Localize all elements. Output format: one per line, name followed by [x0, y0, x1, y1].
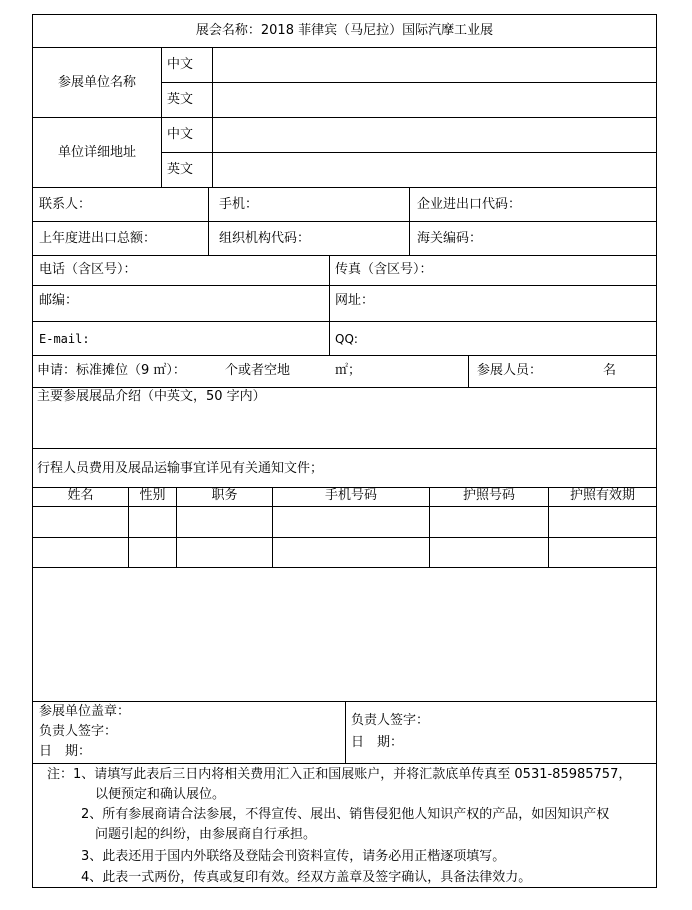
row-divider [33, 506, 656, 507]
column-divider [212, 47, 213, 187]
table-row[interactable] [34, 539, 655, 566]
column-divider [409, 187, 410, 255]
note-2-cont: 问题引起的纠纷，由参展商自行承担。 [95, 827, 317, 842]
org-code-label: 组织机构代码： [219, 231, 311, 246]
exhibitor-registration-form [32, 14, 657, 888]
exhibition-title: 展会名称：2018 菲律宾（马尼拉）国际汽摩工业展 [195, 23, 494, 38]
travel-note: 行程人员费用及展品运输事宜详见有关通知文件； [37, 461, 324, 476]
row-divider [33, 448, 656, 449]
row-divider [33, 387, 656, 388]
fax-label: 传真（含区号）： [335, 262, 433, 277]
participant-name-en-field[interactable] [214, 84, 654, 115]
note-3: 3、此表还用于国内外联络及登陆会刊资料宣传，请务必用正楷逐项填写。 [81, 849, 506, 864]
company-seal-label: 参展单位盖章： [39, 704, 131, 719]
note-4: 4、此表一式两份，传真或复印有效。经双方盖章及签字确认，具备法律效力。 [81, 870, 532, 885]
note-2: 2、所有参展商请合法参展，不得宣传、展出、销售侵犯他人知识产权的产品，如因知识产权 [81, 807, 610, 822]
column-divider [161, 47, 162, 187]
row-divider [33, 285, 656, 286]
booth-unit-label: ㎡； [335, 363, 362, 378]
row-divider [161, 152, 656, 153]
col-header-position: 职务 [211, 488, 238, 503]
left-date-label: 日 期： [39, 744, 92, 759]
postcode-label: 邮编： [39, 293, 79, 308]
right-signer-label: 负责人签字： [351, 713, 430, 728]
row-divider [33, 537, 656, 538]
column-divider [329, 255, 330, 355]
table-row[interactable] [34, 508, 655, 536]
people-count-label: 参展人员： [477, 363, 543, 378]
participant-name-cn-field[interactable] [214, 49, 654, 80]
row-divider [33, 255, 656, 256]
column-divider [468, 355, 469, 387]
customs-code-label: 海关编码： [417, 231, 483, 246]
row-divider [33, 117, 656, 118]
participant-name-label: 参展单位名称 [57, 75, 136, 90]
col-header-gender: 性别 [139, 488, 166, 503]
col-header-passport-expiry: 护照有效期 [569, 488, 635, 503]
participant-name-cn-label: 中文 [167, 57, 194, 72]
address-en-field[interactable] [214, 154, 654, 185]
address-label: 单位详细地址 [57, 145, 136, 160]
address-cn-field[interactable] [214, 119, 654, 150]
website-label: 网址： [335, 293, 375, 308]
booth-apply-label: 申请：标准摊位（9 ㎡）： [37, 363, 186, 378]
contact-person-label: 联系人： [39, 197, 92, 212]
col-header-mobile: 手机号码 [324, 488, 377, 503]
row-divider [33, 187, 656, 188]
mobile-label: 手机： [219, 197, 259, 212]
row-divider [33, 47, 656, 48]
address-en-label: 英文 [167, 162, 194, 177]
booth-or-space-label: 个或者空地 [225, 363, 291, 378]
left-signer-label: 负责人签字： [39, 724, 118, 739]
address-cn-label: 中文 [167, 127, 194, 142]
last-year-total-label: 上年度进出口总额： [39, 231, 157, 246]
blank-remarks-area[interactable] [35, 570, 654, 699]
column-divider [345, 701, 346, 763]
col-header-name: 姓名 [67, 488, 94, 503]
participant-name-en-label: 英文 [167, 92, 194, 107]
note-1-cont: 以便预定和确认展位。 [95, 787, 226, 802]
people-unit-label: 名 [603, 363, 617, 378]
row-divider [33, 567, 656, 568]
row-divider [33, 763, 656, 764]
right-date-label: 日 期： [351, 735, 404, 750]
note-1: 注：1、请填写此表后三日内将相关费用汇入正和国展账户，并将汇款底单传真至 0531-85985757， [47, 767, 632, 782]
products-intro-field[interactable] [35, 407, 654, 446]
row-divider [33, 321, 656, 322]
enterprise-code-label: 企业进出口代码： [417, 197, 522, 212]
phone-label: 电话（含区号）： [39, 262, 137, 277]
email-label: E-mail: [39, 332, 90, 346]
row-divider [33, 221, 656, 222]
qq-label: QQ: [335, 332, 358, 346]
row-divider [33, 355, 656, 356]
products-intro-label: 主要参展展品介绍（中英文，50 字内） [37, 389, 266, 404]
column-divider [208, 187, 209, 255]
col-header-passport-no: 护照号码 [462, 488, 515, 503]
row-divider [161, 82, 656, 83]
